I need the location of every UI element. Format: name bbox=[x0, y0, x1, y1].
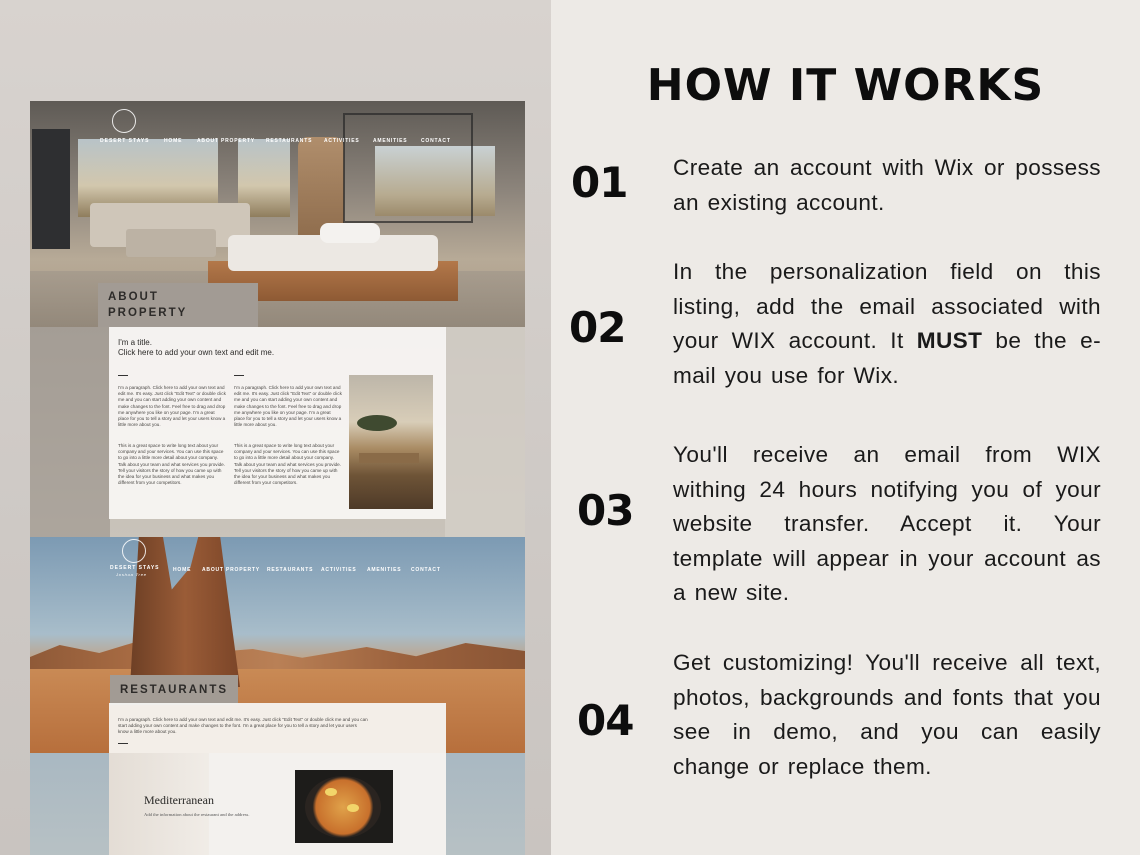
card-divider bbox=[234, 375, 244, 376]
restaurants-paragraph[interactable]: I'm a paragraph. Click here to add your own text and edit me. It's easy. Just click "Edit Text" or double click me and you can start adding your own content and make changes to the font. I'm a great place for you to tell a story and let your users know a little more about you. bbox=[118, 717, 368, 735]
step-number: 03 bbox=[577, 486, 634, 535]
desert-buttes bbox=[30, 633, 525, 673]
step-number: 01 bbox=[571, 158, 628, 207]
hero-pillow bbox=[320, 223, 380, 243]
nav-about-property[interactable]: ABOUT PROPERTY bbox=[202, 567, 260, 573]
step-text: Get customizing! You'll receive all text, photos, backgrounds and fonts that you see in demo, and you can easily change or replace them. bbox=[673, 650, 1101, 779]
hero-glass-box bbox=[343, 113, 473, 223]
hero-fireplace bbox=[32, 129, 70, 249]
nav-contact[interactable]: CONTACT bbox=[411, 567, 441, 573]
card-paragraph[interactable]: I'm a paragraph. Click here to add your own text and edit me. It's easy. Just click "Edit Text" or double click me and you can start adding your own content and make changes to the font. Feel free to drag and drop me anywhere you like on your page. I'm a great place for you to tell a story and let your users know a little more about you. bbox=[234, 385, 342, 428]
card-paragraph[interactable]: This is a great space to write long text about your company and your services. You can use this space to go into a little more detail about your company. Talk about your team and what services you provide. Tell your visitors the story of how you came up with the idea for your business and what makes you different from your competitors. bbox=[118, 443, 225, 486]
desert-rock-spire bbox=[130, 537, 240, 687]
card-paragraph[interactable]: This is a great space to write long text about your company and your services. You can use this space to go into a little more detail about your company. Talk about your team and what services you provide. Tell your visitors the story of how you came up with the idea for your business and what makes you different from your competitors. bbox=[234, 443, 341, 486]
nav-restaurants[interactable]: RESTAURANTS bbox=[267, 567, 314, 573]
nav-restaurants[interactable]: RESTAURANTS bbox=[266, 138, 313, 144]
photo-tree bbox=[357, 415, 397, 431]
nav-activities[interactable]: ACTIVITIES bbox=[324, 138, 360, 144]
restaurant-dish-photo bbox=[295, 770, 393, 843]
template-preview-panel bbox=[0, 0, 551, 855]
about-card bbox=[109, 327, 446, 519]
nav-amenities[interactable]: AMENITIES bbox=[367, 567, 402, 573]
card-title[interactable] bbox=[118, 338, 274, 358]
restaurants-panel bbox=[109, 703, 446, 753]
restaurants-tag: RESTAURANTS bbox=[110, 675, 238, 705]
about-tag-line: PROPERTY bbox=[108, 307, 188, 319]
about-tag-line: ABOUT bbox=[108, 291, 159, 303]
paella-pan bbox=[305, 776, 381, 838]
restaurant-card bbox=[109, 753, 446, 855]
nav-about-property[interactable]: ABOUT PROPERTY bbox=[197, 138, 255, 144]
step-text: Create an account with Wix or possess an existing account. bbox=[673, 155, 1101, 215]
step-text: You'll receive an email from WIX withing 24 hours notifying you of your website transfer. Accept it. Your template will appear in your account as a new site. bbox=[673, 442, 1101, 606]
site-logo-icon[interactable] bbox=[122, 539, 146, 563]
card-divider bbox=[118, 375, 128, 376]
step-text bbox=[673, 255, 1101, 393]
instructions-panel bbox=[551, 0, 1140, 855]
hero-section bbox=[30, 101, 525, 327]
restaurant-description[interactable]: Add the information about the restaurant and the address. bbox=[144, 812, 250, 817]
nav-activities[interactable]: ACTIVITIES bbox=[321, 567, 357, 573]
photo-table bbox=[359, 453, 419, 463]
step-number: 02 bbox=[569, 303, 626, 352]
card-title-line: I'm a title. bbox=[118, 338, 152, 347]
card-photo bbox=[349, 375, 433, 509]
step-text-part: be the e-mail you use for Wix. bbox=[673, 328, 1101, 388]
step-number: 04 bbox=[577, 696, 634, 745]
site-brand-sub: Joshua Tree bbox=[116, 572, 147, 577]
about-section bbox=[30, 327, 525, 537]
restaurant-name[interactable]: Mediterranean bbox=[144, 793, 214, 807]
site-brand[interactable]: DESERT STAYS bbox=[100, 138, 150, 144]
about-bg-shade bbox=[445, 327, 525, 537]
card-title-line: Click here to add your own text and edit me. bbox=[118, 348, 275, 357]
lemon-slice bbox=[325, 788, 337, 796]
restaurants-divider bbox=[118, 743, 128, 744]
nav-amenities[interactable]: AMENITIES bbox=[373, 138, 408, 144]
step-text-part: In the personalization field on this listing, add the email associated with your WIX account. It bbox=[673, 259, 1101, 354]
about-bg-shade bbox=[30, 327, 110, 537]
website-mockup bbox=[30, 101, 525, 855]
about-property-tag bbox=[98, 283, 258, 327]
nav-home[interactable]: HOME bbox=[164, 138, 183, 144]
card-paragraph[interactable]: I'm a paragraph. Click here to add your own text and edit me. It's easy. Just click "Edit Text" or double click me and you can start adding your own content and make changes to the font. Feel free to drag and drop me anywhere you like on your page. I'm a great place for you to tell a story and let your users know a little more about you. bbox=[118, 385, 226, 428]
nav-home[interactable]: HOME bbox=[173, 567, 192, 573]
nav-contact[interactable]: CONTACT bbox=[421, 138, 451, 144]
site-brand[interactable]: DESERT STAYS bbox=[110, 565, 160, 571]
lemon-slice bbox=[347, 804, 359, 812]
restaurant-item-section bbox=[30, 753, 525, 855]
how-it-works-title: HOW IT WORKS bbox=[646, 60, 1045, 111]
restaurants-section bbox=[30, 537, 525, 753]
step-text-emphasis: MUST bbox=[916, 328, 983, 354]
site-logo-icon[interactable] bbox=[112, 109, 136, 133]
hero-sofa bbox=[126, 229, 216, 257]
